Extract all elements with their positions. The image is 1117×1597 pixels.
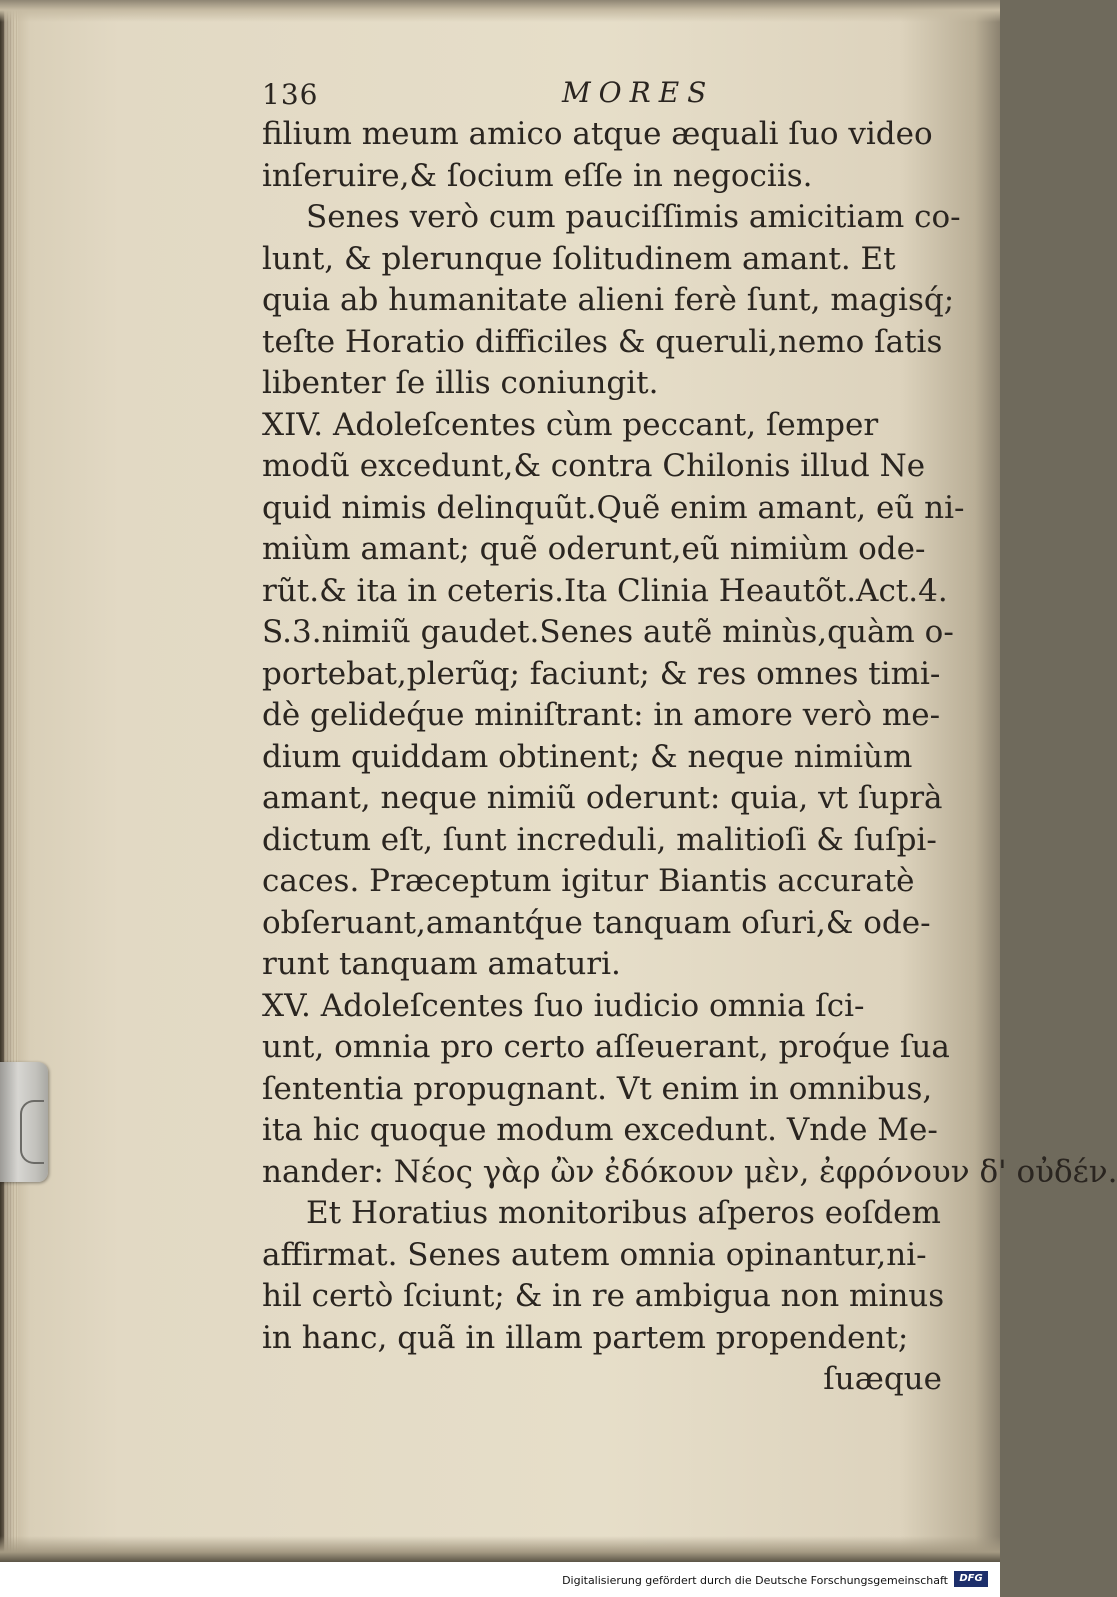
text-line: lunt, & plerunque ſolitudinem amant. Et: [262, 240, 896, 277]
text-line: unt, omnia pro certo aſſeuerant, proq́ue ſua: [262, 1029, 950, 1065]
text-line: modũ excedunt,& contra Chilonis illud Ne: [262, 448, 926, 484]
text-line: dè gelideq́ue miniſtrant: in amore verò me-: [262, 697, 941, 733]
text-line: dictum eſt, ſunt increduli, malitioſi & ſuſpi-: [262, 821, 937, 858]
catchword: ſuæque: [823, 1361, 942, 1397]
text-block: [262, 68, 1117, 1401]
text-line: in hanc, quã in illam partem propendent;: [262, 1319, 909, 1356]
page-top-shadow: [0, 0, 1000, 22]
page-bottom-shadow: [0, 1536, 1000, 1562]
running-title: MORES: [562, 76, 715, 109]
text-line: quia ab humanitate alieni ferè ſunt, magisq́;: [262, 282, 955, 318]
text-line: inſeruire,& ſocium eſſe in negociis.: [262, 157, 813, 194]
text-line: Senes verò cum pauciſſimis amicitiam co-: [306, 199, 961, 235]
text-line: Et Horatius monitoribus aſperos eoſdem: [306, 1195, 941, 1231]
text-line: S.3.nimiũ gaudet.Senes autẽ minùs,quàm o-: [262, 614, 954, 650]
dfg-logo-icon: DFG: [954, 1571, 988, 1587]
text-line: affirmat. Senes autem omnia opinantur,ni-: [262, 1236, 927, 1273]
text-line: obſeruant,amantq́ue tanquam oſuri,& ode-: [262, 904, 931, 941]
text-line: filium meum amico atque æquali ſuo video: [262, 116, 933, 152]
text-line: hil certò ſciunt; & in re ambigua non minus: [262, 1278, 945, 1314]
greek-quote-line: nander: Νέος γὰρ ὢν ἐδόκουν μὲν, ἐφρόνουν δ' οὐδέν.: [262, 1153, 1117, 1190]
text-line: amant, neque nimiũ oderunt: quia, vt ſuprà: [262, 780, 943, 816]
section-line: XV. Adoleſcentes ſuo iudicio omnia ſci-: [262, 987, 865, 1024]
text-line: ita hic quoque modum excedunt. Vnde Me-: [262, 1112, 938, 1148]
text-line: rũt.& ita in ceteris.Ita Clinia Heautõt.Act.4.: [262, 572, 948, 609]
section-line: XIV. Adoleſcentes cùm peccant, ſemper: [262, 406, 879, 443]
text-line: quid nimis delinquũt.Quẽ enim amant, eũ ni-: [262, 489, 965, 526]
page-number: 136: [262, 78, 319, 111]
clasp-hook: [20, 1100, 44, 1164]
text-line: portebat,plerũq; faciunt; & res omnes timi-: [262, 655, 941, 692]
page-stack-edge: [4, 0, 18, 1562]
text-line: dium quiddam obtinent; & neque nimiùm: [262, 738, 913, 775]
funding-credit: Digitalisierung gefördert durch die Deutsche Forschungsgemeinschaft: [562, 1574, 948, 1587]
text-line: miùm amant; quẽ oderunt,eũ nimiùm ode-: [262, 531, 926, 567]
digitization-footer: [0, 1562, 1000, 1597]
text-line: libenter ſe illis coniungit.: [262, 365, 659, 401]
text-line: teſte Horatio difficiles & queruli,nemo ſatis: [262, 323, 943, 360]
text-line: runt tanquam amaturi.: [262, 946, 621, 982]
text-line: caces. Præceptum igitur Biantis accuratè: [262, 863, 915, 899]
page-header: [262, 68, 962, 114]
text-line: ſententia propugnant. Vt enim in omnibus,: [262, 1070, 933, 1107]
